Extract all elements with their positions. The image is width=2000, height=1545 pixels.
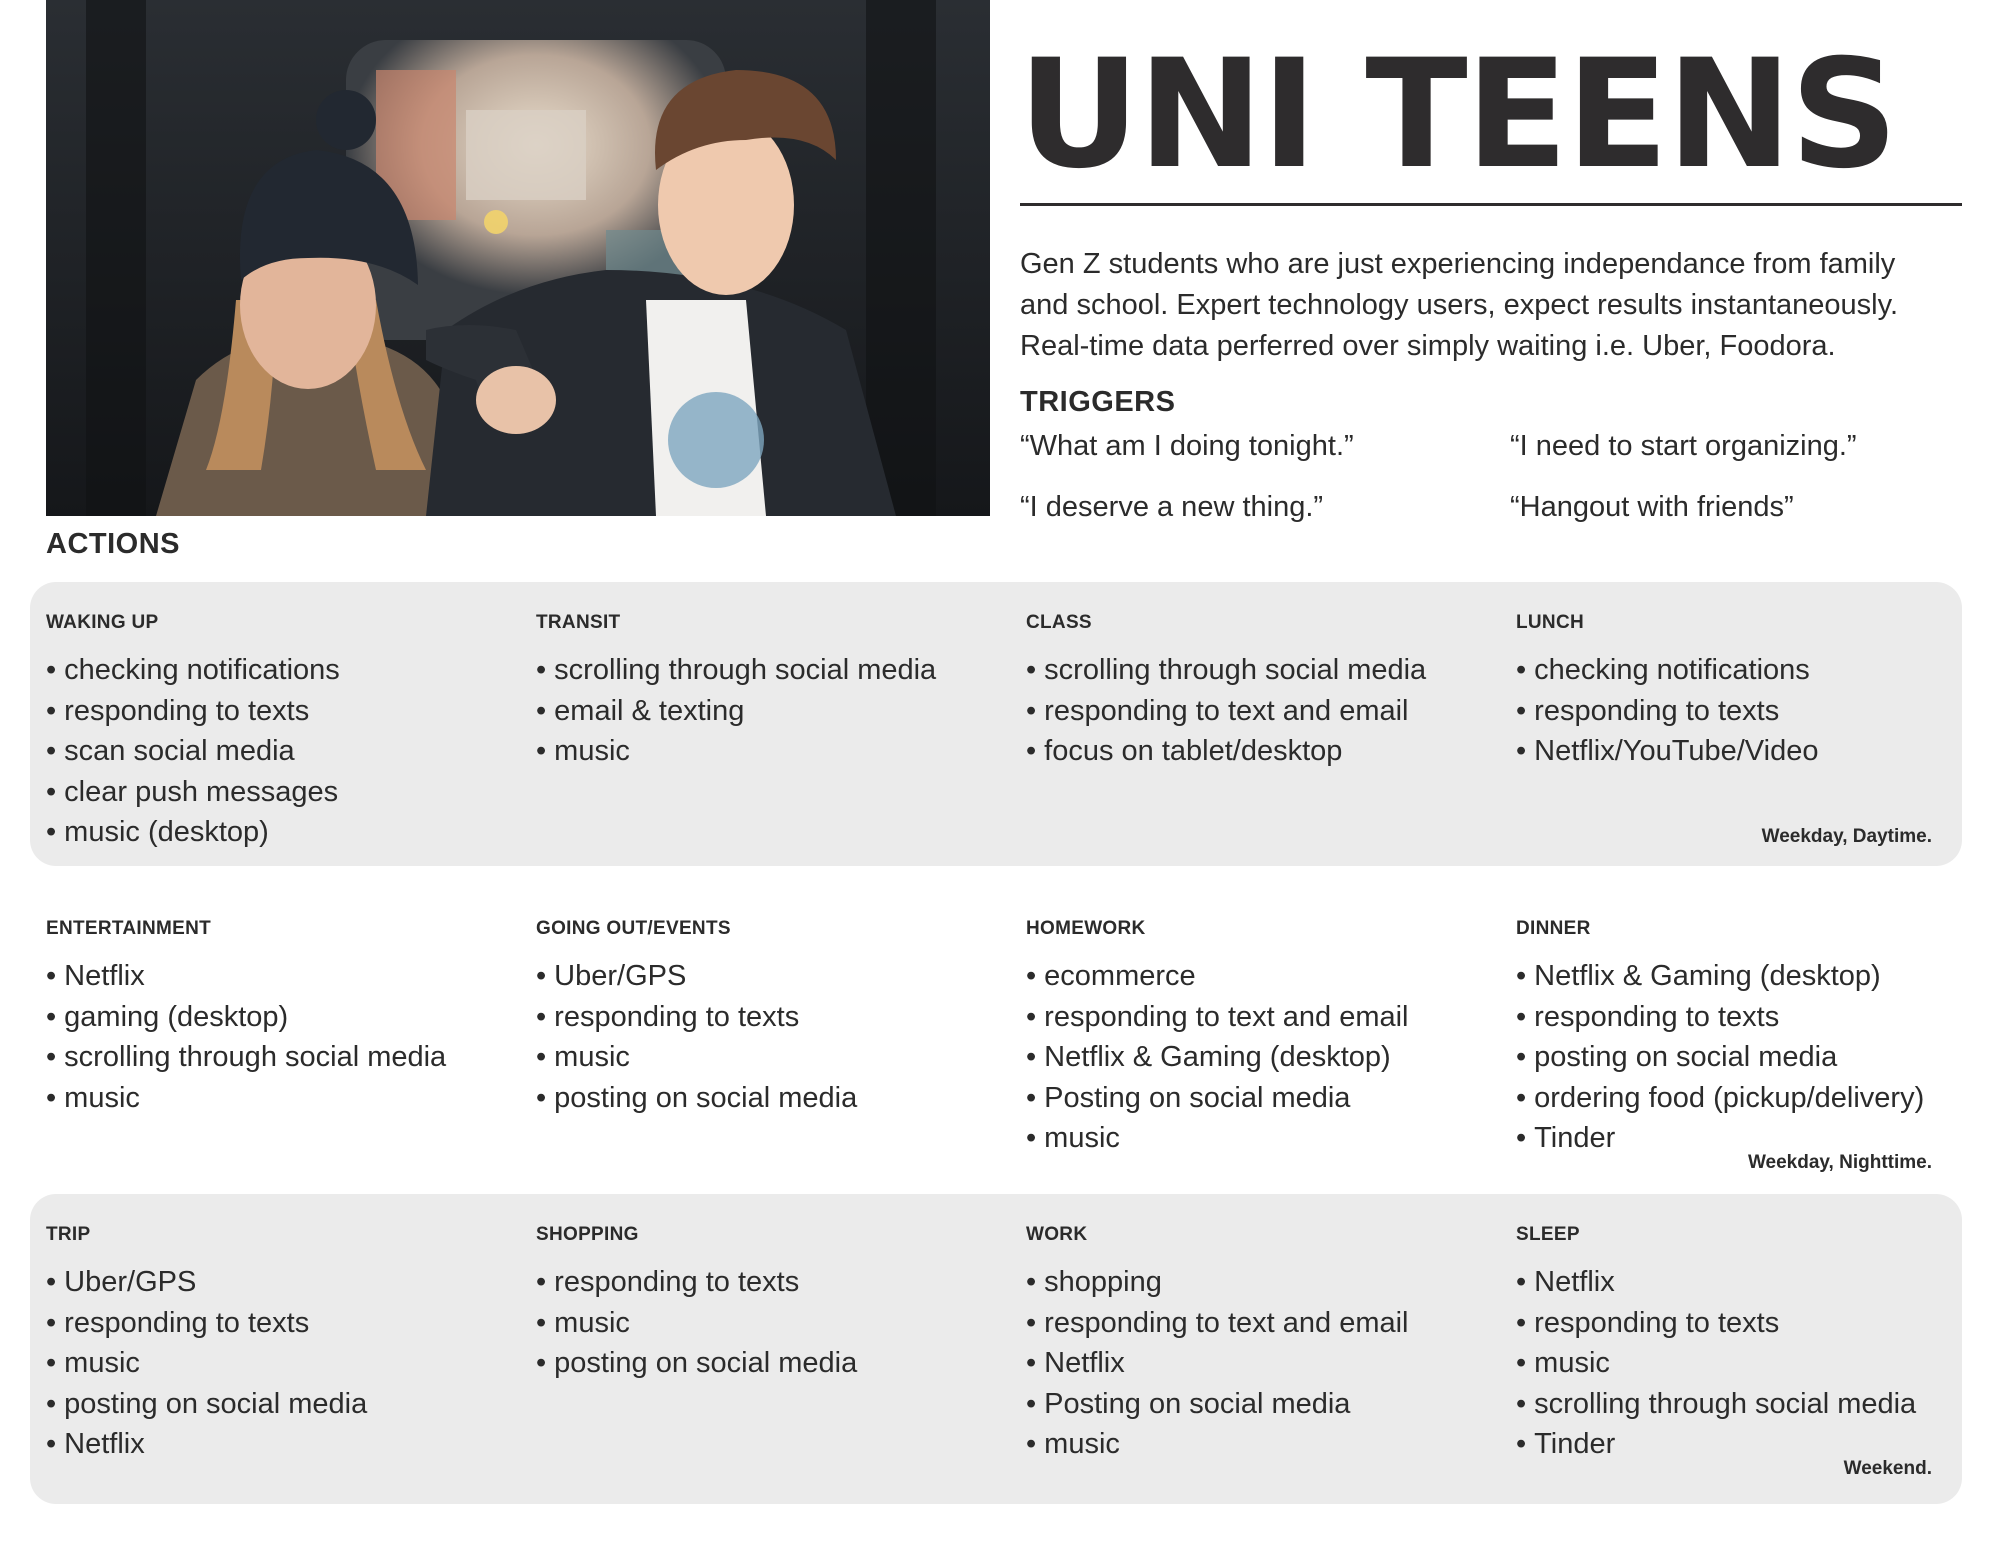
actions-band-weekday-daytime (30, 582, 1962, 866)
band-note: Weekday, Daytime. (1761, 826, 1932, 847)
list-item: • music (536, 1037, 857, 1078)
list-item: • music (536, 1303, 857, 1344)
list-item: • Uber/GPS (536, 956, 857, 997)
list-item: • Tinder (1516, 1424, 1916, 1465)
action-card-title: WAKING UP (46, 612, 159, 633)
list-item: • music (46, 1078, 446, 1119)
list-item: • posting on social media (1516, 1037, 1924, 1078)
band-note: Weekend. (1843, 1458, 1932, 1479)
list-item: • scrolling through social media (46, 1037, 446, 1078)
list-item: • shopping (1026, 1262, 1409, 1303)
list-item: • responding to texts (46, 1303, 367, 1344)
action-card-title: LUNCH (1516, 612, 1584, 633)
list-item: • posting on social media (46, 1384, 367, 1425)
list-item: • scrolling through social media (536, 650, 936, 691)
action-card-title: ENTERTAINMENT (46, 918, 212, 939)
list-item: • responding to text and email (1026, 997, 1409, 1038)
action-card-title: SLEEP (1516, 1224, 1580, 1245)
description-line: Gen Z students who are just experiencing independance from family (1020, 248, 1896, 280)
list-item: • scan social media (46, 731, 340, 772)
list-item: • music (desktop) (46, 812, 340, 853)
list-item: • responding to texts (1516, 997, 1924, 1038)
action-card-list (536, 650, 936, 772)
persona-description (1020, 244, 1980, 367)
actions-band-weekday-nighttime (30, 888, 1962, 1172)
title-divider (1020, 203, 1962, 206)
list-item: • posting on social media (536, 1343, 857, 1384)
trigger-quote: “I need to start organizing.” (1510, 430, 1857, 462)
action-card-title: HOMEWORK (1026, 918, 1146, 939)
actions-heading: ACTIONS (46, 528, 180, 560)
list-item: • posting on social media (536, 1078, 857, 1119)
list-item: • scrolling through social media (1516, 1384, 1916, 1425)
list-item: • Posting on social media (1026, 1078, 1409, 1119)
action-card-list (1516, 650, 1818, 772)
action-card-title: WORK (1026, 1224, 1088, 1245)
list-item: • scrolling through social media (1026, 650, 1426, 691)
list-item: • responding to texts (536, 1262, 857, 1303)
list-item: • Netflix & Gaming (desktop) (1026, 1037, 1409, 1078)
hero-photo-illustration (46, 0, 990, 516)
action-card-title: DINNER (1516, 918, 1591, 939)
hero-photo (46, 0, 990, 516)
list-item: • responding to texts (1516, 691, 1818, 732)
action-card-list (46, 1262, 367, 1465)
action-card-title: TRANSIT (536, 612, 621, 633)
list-item: • Tinder (1516, 1118, 1924, 1159)
list-item: • clear push messages (46, 772, 340, 813)
list-item: • Netflix (1516, 1262, 1916, 1303)
list-item: • Netflix (1026, 1343, 1409, 1384)
list-item: • email & texting (536, 691, 936, 732)
list-item: • Uber/GPS (46, 1262, 367, 1303)
triggers-heading: TRIGGERS (1020, 386, 1176, 418)
trigger-quote: “What am I doing tonight.” (1020, 430, 1354, 462)
action-card-list (1026, 956, 1409, 1159)
action-card-list (1516, 1262, 1916, 1465)
action-card-list (536, 1262, 857, 1384)
list-item: • Netflix/YouTube/Video (1516, 731, 1818, 772)
action-card-list (1516, 956, 1924, 1159)
list-item: • ordering food (pickup/delivery) (1516, 1078, 1924, 1119)
action-card-title: SHOPPING (536, 1224, 639, 1245)
list-item: • Netflix (46, 1424, 367, 1465)
band-note: Weekday, Nighttime. (1747, 1152, 1932, 1173)
action-card-list (1026, 650, 1426, 772)
list-item: • checking notifications (46, 650, 340, 691)
action-card-title: TRIP (46, 1224, 91, 1245)
action-card-list (46, 650, 340, 853)
list-item: • gaming (desktop) (46, 997, 446, 1038)
trigger-quote: “Hangout with friends” (1510, 491, 1794, 523)
page-title: UNI TEENS (1018, 28, 1897, 202)
action-card-list (46, 956, 446, 1118)
list-item: • responding to texts (46, 691, 340, 732)
list-item: • music (1026, 1118, 1409, 1159)
action-card-list (536, 956, 857, 1118)
list-item: • responding to texts (1516, 1303, 1916, 1344)
list-item: • responding to text and email (1026, 1303, 1409, 1344)
list-item: • music (1516, 1343, 1916, 1384)
list-item: • focus on tablet/desktop (1026, 731, 1426, 772)
list-item: • ecommerce (1026, 956, 1409, 997)
list-item: • Netflix & Gaming (desktop) (1516, 956, 1924, 997)
list-item: • responding to text and email (1026, 691, 1426, 732)
action-card-title: GOING OUT/EVENTS (536, 918, 731, 939)
description-line: and school. Expert technology users, expect results instantaneously. (1020, 289, 1899, 321)
list-item: • Posting on social media (1026, 1384, 1409, 1425)
list-item: • music (1026, 1424, 1409, 1465)
action-card-list (1026, 1262, 1409, 1465)
action-card-title: CLASS (1026, 612, 1092, 633)
list-item: • Netflix (46, 956, 446, 997)
list-item: • checking notifications (1516, 650, 1818, 691)
list-item: • music (536, 731, 936, 772)
trigger-quote: “I deserve a new thing.” (1020, 491, 1324, 523)
list-item: • responding to texts (536, 997, 857, 1038)
actions-band-weekend (30, 1194, 1962, 1504)
description-line: Real-time data perferred over simply waiting i.e. Uber, Foodora. (1020, 330, 1836, 362)
list-item: • music (46, 1343, 367, 1384)
